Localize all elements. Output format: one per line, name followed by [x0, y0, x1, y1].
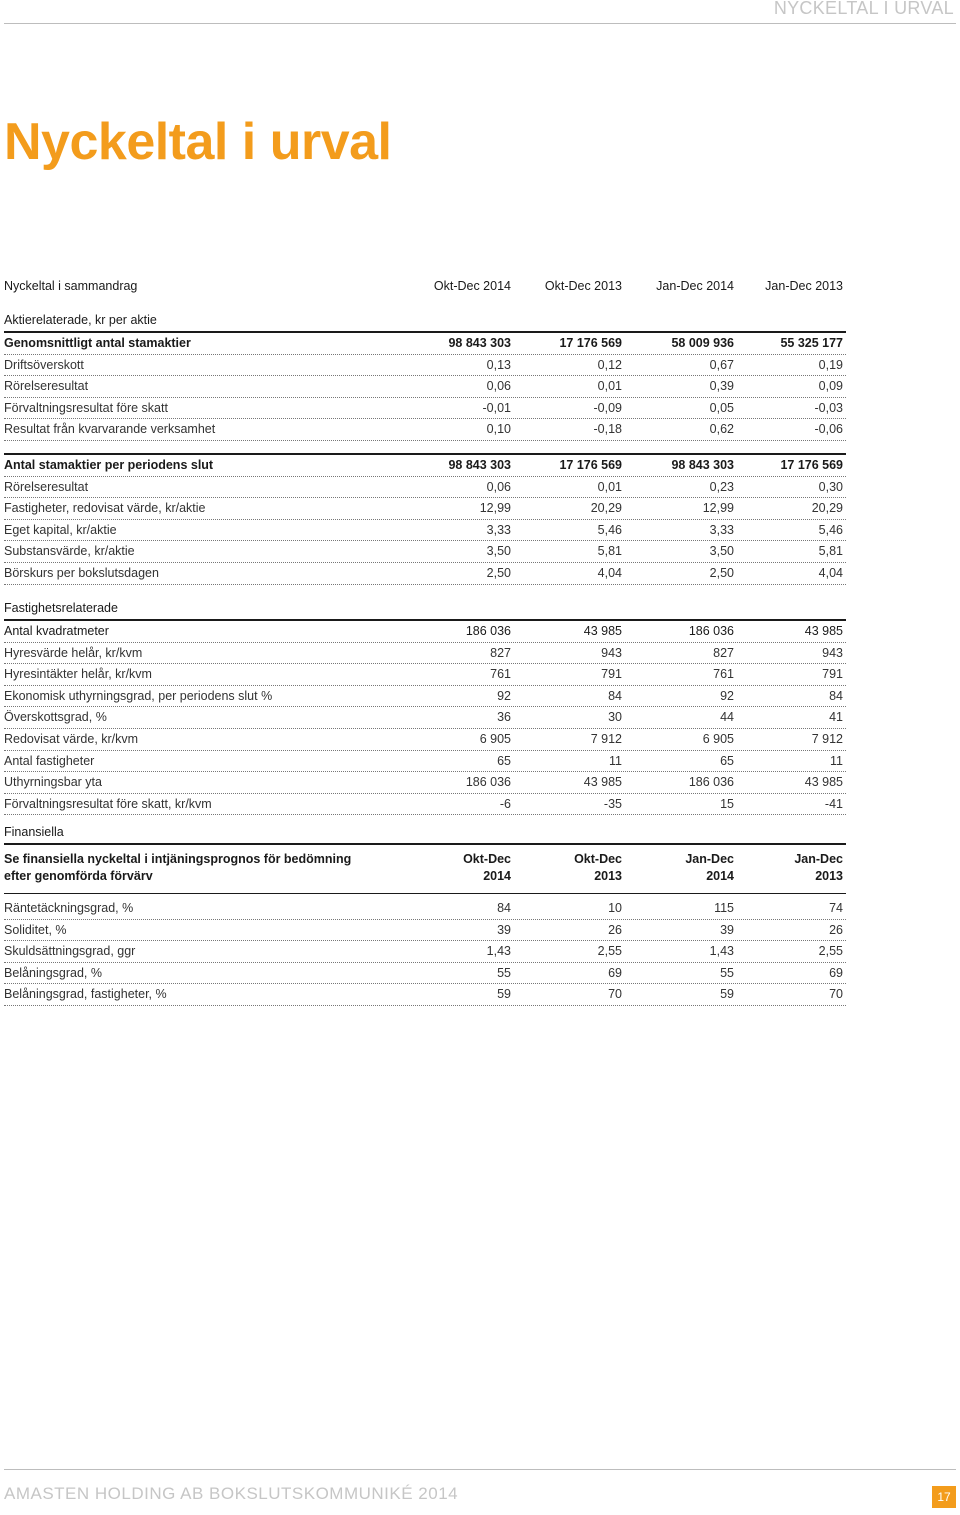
cell: 30 [608, 710, 622, 725]
row-label: Driftsöverskott [4, 357, 84, 372]
row-label: Hyresintäkter helår, kr/kvm [4, 667, 152, 682]
table-row [4, 355, 846, 377]
cell: 84 [829, 688, 843, 703]
cell: 10 [608, 901, 622, 915]
table-row [4, 920, 846, 942]
cell: 186 036 [465, 624, 511, 638]
row-label: Ekonomisk uthyrningsgrad, per periodens slut % [4, 688, 273, 703]
cell: 0,30 [818, 479, 843, 494]
table-row [4, 376, 846, 398]
cell: 827 [713, 645, 734, 660]
per-share-section [4, 310, 846, 441]
cell: 98 843 303 [448, 458, 511, 472]
cell: 43 985 [804, 624, 843, 638]
row-label: Antal stamaktier per periodens slut [4, 458, 214, 472]
financial-section [4, 822, 846, 1006]
financial-subheading [4, 851, 351, 885]
cell: 6 905 [702, 731, 734, 746]
row-label: Belåningsgrad, % [4, 965, 102, 980]
cell: -0,09 [593, 400, 622, 415]
cell: 0,62 [709, 422, 734, 437]
cell: -41 [824, 796, 843, 811]
footer-text: AMASTEN HOLDING AB BOKSLUTSKOMMUNIKÉ 2014 [4, 1484, 459, 1503]
cell: 70 [829, 987, 843, 1002]
col-header: Jan-Dec 2014 [685, 852, 734, 883]
section-heading: Aktierelaterade, kr per aktie [4, 313, 157, 327]
summary-header-row [4, 276, 846, 300]
col-header: Jan-Dec 2013 [765, 279, 843, 293]
cell: 0,05 [709, 400, 734, 415]
cell: 186 036 [688, 775, 734, 790]
row-label: Antal fastigheter [4, 753, 95, 768]
cell: 17 176 569 [559, 336, 622, 350]
cell: 17 176 569 [559, 458, 622, 472]
col-header: Jan-Dec 2013 [794, 852, 843, 883]
table-row [4, 419, 846, 441]
row-label: Rörelseresultat [4, 479, 89, 494]
cell: 39 [497, 922, 511, 937]
cell: 65 [720, 753, 734, 768]
row-label: Antal kvadratmeter [4, 624, 109, 638]
table-row [4, 729, 846, 751]
cell: 943 [822, 645, 843, 660]
cell: 69 [608, 965, 622, 980]
bottom-rule [4, 1469, 956, 1470]
cell: 0,23 [709, 479, 734, 494]
cell: 0,12 [597, 357, 622, 372]
cell: 7 912 [811, 731, 843, 746]
row-label: Eget kapital, kr/aktie [4, 522, 117, 537]
cell: 0,39 [709, 379, 734, 394]
cell: 55 325 177 [780, 336, 843, 350]
running-head: NYCKELTAL I URVAL [773, 0, 954, 18]
cell: 17 176 569 [780, 458, 843, 472]
col-header: Okt-Dec 2014 [433, 279, 511, 293]
row-label: Hyresvärde helår, kr/kvm [4, 645, 143, 660]
cell: 58 009 936 [671, 336, 734, 350]
cell: 5,46 [597, 522, 622, 537]
cell: 26 [829, 922, 843, 937]
cell: 0,09 [818, 379, 843, 394]
cell: 1,43 [709, 944, 734, 959]
cell: 2,55 [818, 944, 843, 959]
period-end-section [4, 453, 846, 585]
cell: 6 905 [479, 731, 511, 746]
section-heading-row [4, 822, 846, 843]
cell: 0,67 [709, 357, 734, 372]
cell: 84 [608, 688, 622, 703]
cell: 69 [829, 965, 843, 980]
cell: 4,04 [597, 565, 622, 580]
table-row [4, 520, 846, 542]
table-row [4, 751, 846, 773]
cell: 7 912 [590, 731, 622, 746]
cell: 2,50 [486, 565, 511, 580]
cell: 186 036 [688, 624, 734, 638]
table-row [4, 541, 846, 563]
cell: -0,06 [814, 422, 843, 437]
cell: -6 [499, 796, 511, 811]
cell: 98 843 303 [448, 336, 511, 350]
cell: 3,50 [486, 544, 511, 559]
cell: 0,10 [486, 422, 511, 437]
cell: 2,55 [597, 944, 622, 959]
cell: 791 [822, 667, 843, 682]
cell: 2,50 [709, 565, 734, 580]
section-heading-row [4, 598, 846, 619]
col-header: Okt-Dec 2013 [544, 279, 622, 293]
table-row [4, 898, 846, 920]
cell: 0,01 [597, 479, 622, 494]
table-row [4, 664, 846, 686]
summary-heading: Nyckeltal i sammandrag [4, 279, 138, 293]
cell: 36 [497, 710, 511, 725]
table-row [4, 643, 846, 665]
financial-subheading-line1: Se finansiella nyckeltal i intjäningsprognos för bedömning [4, 852, 352, 866]
row-label: Belåningsgrad, fastigheter, % [4, 987, 167, 1002]
cell: 1,43 [486, 944, 511, 959]
row-label: Rörelseresultat [4, 379, 89, 394]
cell: 59 [720, 987, 734, 1002]
table-row [4, 686, 846, 708]
cell: -0,18 [593, 422, 622, 437]
cell: 0,06 [486, 379, 511, 394]
cell: 44 [720, 710, 734, 725]
row-label: Börskurs per bokslutsdagen [4, 565, 159, 580]
table-row [4, 963, 846, 985]
row-label: Skuldsättningsgrad, ggr [4, 944, 136, 959]
cell: 12,99 [702, 501, 734, 516]
cell: 4,04 [818, 565, 843, 580]
row-label: Genomsnittligt antal stamaktier [4, 336, 191, 350]
row-label: Soliditet, % [4, 922, 67, 937]
table-row [4, 331, 846, 355]
cell: 0,19 [818, 357, 843, 372]
cell: 20,29 [590, 501, 622, 516]
cell: 943 [601, 645, 622, 660]
summary-header [4, 276, 846, 300]
cell: 12,99 [479, 501, 511, 516]
cell: 65 [497, 753, 511, 768]
cell: 11 [609, 753, 622, 768]
cell: 761 [713, 667, 734, 682]
table-row [4, 563, 846, 585]
cell: 43 985 [583, 624, 622, 638]
row-label: Resultat från kvarvarande verksamhet [4, 422, 216, 437]
col-header: Okt-Dec 2013 [574, 852, 622, 883]
top-rule [4, 23, 956, 24]
cell: -0,01 [482, 400, 511, 415]
table-row [4, 984, 846, 1006]
cell: 5,81 [597, 544, 622, 559]
cell: 186 036 [465, 775, 511, 790]
cell: 0,06 [486, 479, 511, 494]
row-label: Redovisat värde, kr/kvm [4, 731, 139, 746]
table-row [4, 498, 846, 520]
cell: 5,81 [818, 544, 843, 559]
cell: 84 [497, 901, 511, 915]
cell: 3,33 [709, 522, 734, 537]
cell: 70 [608, 987, 622, 1002]
section-heading-row [4, 310, 846, 331]
cell: 15 [720, 796, 734, 811]
financial-subheading-line2: efter genomförda förvärv [4, 869, 153, 883]
page-number: 17 [932, 1486, 956, 1508]
table-row [4, 453, 846, 477]
cell: 20,29 [811, 501, 843, 516]
cell: 0,01 [597, 379, 622, 394]
row-label: Förvaltningsresultat före skatt, kr/kvm [4, 796, 212, 811]
row-label: Förvaltningsresultat före skatt [4, 400, 168, 415]
cell: 26 [608, 922, 622, 937]
cell: 3,33 [486, 522, 511, 537]
cell: 761 [490, 667, 511, 682]
row-label: Överskottsgrad, % [4, 710, 107, 725]
cell: 827 [490, 645, 511, 660]
cell: 98 843 303 [671, 458, 734, 472]
cell: 3,50 [709, 544, 734, 559]
col-header: Jan-Dec 2014 [656, 279, 734, 293]
row-label: Fastigheter, redovisat värde, kr/aktie [4, 501, 206, 516]
cell: 55 [497, 965, 511, 980]
table-row [4, 477, 846, 499]
table-row [4, 794, 846, 816]
cell: 92 [497, 688, 511, 703]
row-label: Räntetäckningsgrad, % [4, 901, 134, 915]
cell: 55 [720, 965, 734, 980]
cell: 11 [830, 753, 843, 768]
cell: 74 [829, 901, 843, 915]
table-row [4, 398, 846, 420]
cell: 43 985 [583, 775, 622, 790]
cell: 5,46 [818, 522, 843, 537]
cell: 59 [497, 987, 511, 1002]
table-row [4, 619, 846, 643]
cell: 41 [829, 710, 843, 725]
table-row [4, 707, 846, 729]
page-title: Nyckeltal i urval [4, 113, 392, 171]
table-row [4, 941, 846, 963]
col-header: Okt-Dec 2014 [463, 852, 511, 883]
cell: -35 [603, 796, 622, 811]
cell: 39 [720, 922, 734, 937]
table-row [4, 772, 846, 794]
row-label: Uthyrningsbar yta [4, 775, 102, 790]
cell: 0,13 [486, 357, 511, 372]
cell: 791 [601, 667, 622, 682]
section-heading: Finansiella [4, 825, 64, 839]
financial-subheader-row [4, 843, 846, 894]
section-heading: Fastighetsrelaterade [4, 601, 118, 615]
cell: 115 [714, 901, 734, 915]
cell: 43 985 [804, 775, 843, 790]
property-section [4, 598, 846, 815]
cell: 92 [720, 688, 734, 703]
row-label: Substansvärde, kr/aktie [4, 544, 135, 559]
cell: -0,03 [814, 400, 843, 415]
